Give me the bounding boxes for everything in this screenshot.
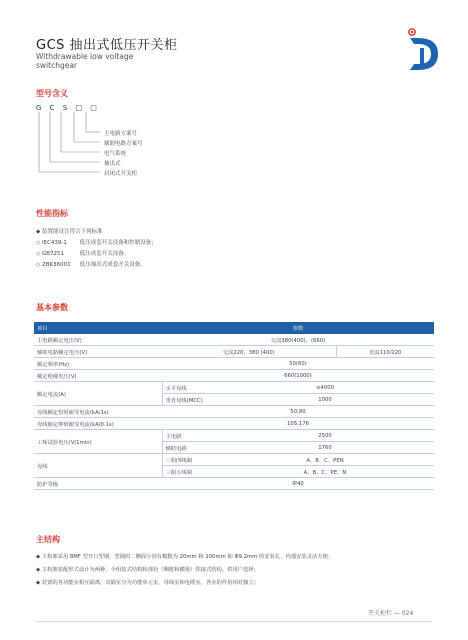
footer-divider [36,621,432,622]
row-label: 辅助电路额定电压(V) [34,346,162,358]
structure-line: ◆ 主构架装配形式设计为两种，全组装式结构和部份（侧框和横梁）焊接式结构，供用户选择； [36,567,259,573]
performance-intro: ◆ 装置能设计符合下列标准 [36,229,103,235]
row-value: 直流110/220 [336,346,434,358]
structure-line: ◆ 装置的各功能室相互隔离，其隔室分为功能单元室、母线室和电缆室，各室的作用相对独立； [36,580,259,586]
model-tree-lines [36,112,106,178]
params-heading: 基本参数 [36,303,68,312]
row-value: 2500 [216,430,434,442]
standard-desc: 低压成套开关设备； [79,251,130,257]
subtitle-line-2: switchgear [36,61,77,70]
row-value: 1760 [216,442,434,454]
row-sub-label: 三相五线制 [162,466,216,478]
performance-heading: 性能指标 [36,209,68,218]
row-value: 50(60) [162,358,434,370]
col-param-header: 参数 [162,322,434,334]
standard-row [36,249,129,257]
row-label: 额定电流(A) [34,382,162,406]
table-row [34,418,434,430]
standard-row [36,238,157,246]
table-row [34,406,434,418]
standard-code: ◇ IEC439-1 [36,240,67,246]
standard-code: ◇ GB7251 [36,251,65,257]
row-label: 防护等级 [34,478,162,490]
standard-code: ◇ ZBK36001 [36,262,71,268]
table-row [34,454,434,466]
table-row [34,334,434,346]
row-value: 660(1000) [162,370,434,382]
row-sub-label: 水平母线 [162,382,216,394]
row-value: A、B、C、PE、N [216,466,434,478]
page-footer: 开关柜栏 — 024 [368,610,414,617]
model-code: G C S □ □ [36,104,100,112]
params-table [34,322,434,490]
row-sub-label: 主电路 [162,430,216,442]
row-label: 工频试验电压(V/1min) [34,430,162,454]
model-item-1: 主电路方案号 [104,131,138,137]
row-value: 交流380(400)，(660) [162,334,434,346]
row-label: 额定频率(Hz) [34,358,162,370]
table-row [34,430,434,442]
row-value: ≤4000 [216,382,434,394]
row-sub-label: 垂直母线(MCC) [162,394,216,406]
page-subtitle [36,52,176,70]
standard-row [36,260,146,268]
table-header-row [34,322,434,334]
table-row [34,358,434,370]
table-row [34,370,434,382]
row-sub-label: 三相四线制 [162,454,216,466]
row-label: 母线额定峰值耐受电流(kA/0.1s) [34,418,162,430]
standard-desc: 低压成套开关设备和控制设备； [79,240,157,246]
model-heading: 型号含义 [36,89,68,98]
model-item-4: 抽出式 [104,161,121,167]
page-title: GCS 抽出式低压开关柜 [36,38,178,53]
row-sub-label: 辅助电路 [162,442,216,454]
model-item-2: 辅助电路方案号 [104,141,143,147]
row-value: 105,176 [162,418,434,430]
structure-line: ◆ 主构架采用 8MF 型开口型钢，型钢的二侧面分别有模数为 20mm 和 100mm 和 Φ9.2mm 的安装孔，内部安装灵活方便； [36,554,334,560]
table-row [34,346,434,358]
row-value: 1000 [216,394,434,406]
col-item-header: 项目 [34,322,162,334]
row-value: A、B、C、PEN [216,454,434,466]
model-item-3: 电气系统 [104,151,127,157]
model-item-5: 封闭式开关柜 [104,171,138,177]
company-logo [404,26,444,72]
row-label: 母线额定短时耐受电流(kA/1s) [34,406,162,418]
subtitle-line-1: Withdrawable low voltage [36,52,134,61]
row-label: 母线 [34,454,162,478]
table-row [34,478,434,490]
row-value: IP40 [162,478,434,490]
row-value: 交流220，380 (400) [162,346,336,358]
row-label: 额定绝缘电压(V) [34,370,162,382]
table-row [34,382,434,394]
structure-heading: 主结构 [36,535,60,544]
row-value: 50,80 [162,406,434,418]
row-label: 主电路额定电压(V) [34,334,162,346]
standard-desc: 低压抽出式成套开关设备。 [79,262,146,268]
